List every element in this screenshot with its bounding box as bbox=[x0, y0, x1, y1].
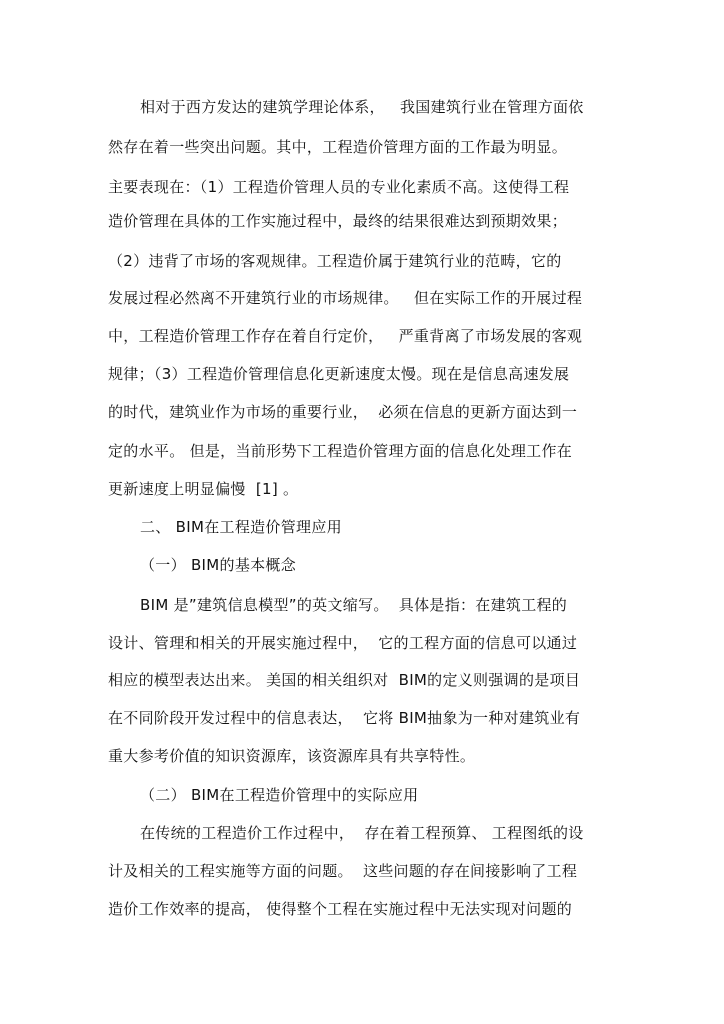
text-line: 定的水平。 但是，当前形势下工程造价管理方面的信息化处理工作在 bbox=[108, 442, 573, 460]
text-line: 在不同阶段开发过程中的信息表达， 它将 BIM抽象为一种对建筑业有 bbox=[108, 709, 581, 727]
text-line: 重大参考价值的知识资源库，该资源库具有共享特性。 bbox=[108, 747, 476, 765]
subsection-heading: （一） BIM的基本概念 bbox=[140, 556, 297, 574]
text-line: 造价工作效率的提高， 使得整个工程在实施过程中无法实现对问题的 bbox=[108, 900, 573, 918]
text-line: 发展过程必然离不开建筑行业的市场规律。 但在实际工作的开展过程 bbox=[108, 289, 583, 307]
subsection-heading: （二） BIM在工程造价管理中的实际应用 bbox=[140, 786, 419, 804]
text-line: 在传统的工程造价工作过程中， 存在着工程预算、 工程图纸的设 bbox=[140, 824, 584, 842]
text-line: 的时代，建筑业作为市场的重要行业， 必须在信息的更新方面达到一 bbox=[108, 403, 578, 421]
text-line: 设计、管理和相关的开展实施过程中， 它的工程方面的信息可以通过 bbox=[108, 634, 578, 652]
text-line: 规律；（3）工程造价管理信息化更新速度太慢。现在是信息高速发展 bbox=[108, 365, 570, 383]
text-line: 主要表现在：（1）工程造价管理人员的专业化素质不高。这使得工程 bbox=[108, 178, 570, 196]
text-line: 中，工程造价管理工作存在着自行定价， 严重背离了市场发展的客观 bbox=[108, 327, 583, 345]
text-line: 更新速度上明显偏慢 [1] 。 bbox=[108, 480, 299, 498]
section-heading: 二、 BIM在工程造价管理应用 bbox=[140, 518, 342, 536]
text-line: 然存在着一些突出问题。其中，工程造价管理方面的工作最为明显。 bbox=[108, 138, 568, 156]
text-line: 相对于西方发达的建筑学理论体系， 我国建筑行业在管理方面依 bbox=[140, 98, 584, 116]
text-line: BIM 是”建筑信息模型”的英文缩写。 具体是指：在建筑工程的 bbox=[140, 596, 568, 614]
text-line: 造价管理在具体的工作实施过程中，最终的结果很难达到预期效果； bbox=[108, 212, 568, 230]
text-line: （2）违背了市场的客观规律。工程造价属于建筑行业的范畴，它的 bbox=[108, 252, 562, 270]
text-line: 相应的模型表达出来。 美国的相关组织对 BIM的定义则强调的是项目 bbox=[108, 671, 581, 689]
text-line: 计及相关的工程实施等方面的问题。 这些问题的存在间接影响了工程 bbox=[108, 862, 578, 880]
